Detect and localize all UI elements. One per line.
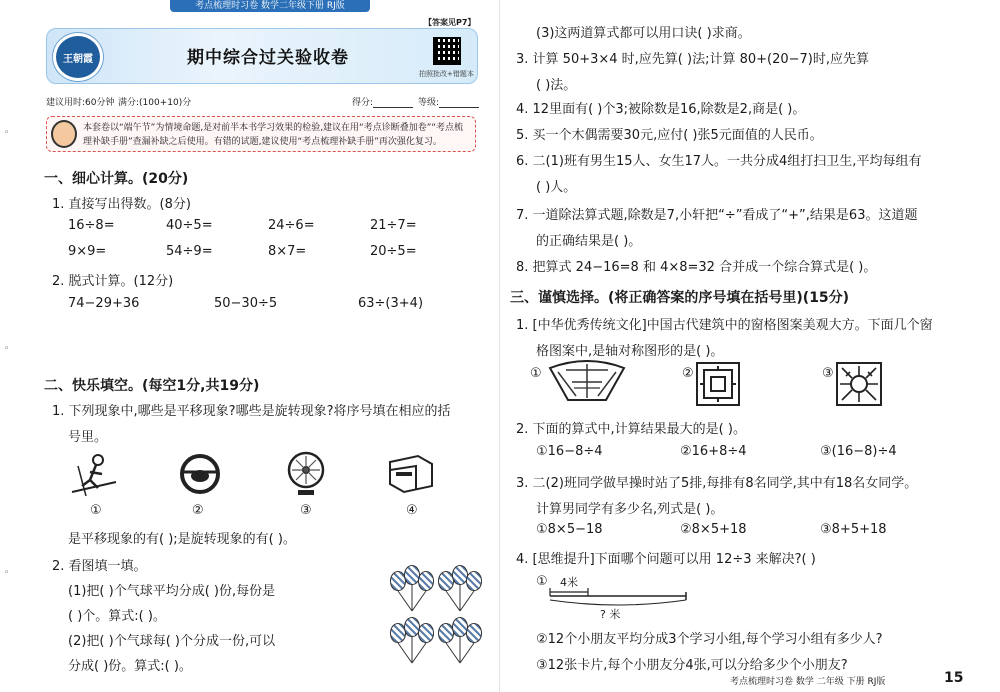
footer-text: 考点梳理时习卷 数学 二年级 下册 RJ版 xyxy=(730,677,886,687)
window-option-3-label[interactable]: ③ xyxy=(822,366,834,381)
choice-q4[interactable]: 4. [思维提升]下面哪个问题可以用 12÷3 来解决?( ) xyxy=(516,552,816,567)
fill-q4[interactable]: 4. 12里面有( )个3;被除数是16,除数是2,商是( )。 xyxy=(516,102,806,117)
s2-question-1-cont: 号里。 xyxy=(68,430,108,445)
right-page xyxy=(500,0,1000,692)
translation-rotation-answer[interactable]: 是平移现象的有( );是旋转现象的有( )。 xyxy=(68,532,296,547)
stepwise-calc-item[interactable]: 63÷(3+4) xyxy=(358,296,424,311)
calc-item[interactable]: 8×7= xyxy=(268,244,307,259)
fill-q7[interactable]: 7. 一道除法算式题,除数是7,小轩把“÷”看成了“+”,结果是63。这道题 xyxy=(516,208,918,223)
option-4-label: ④ xyxy=(406,503,418,518)
gutter-mark-icon: ◦ xyxy=(4,344,10,354)
s2-question-1: 1. 下列现象中,哪些是平移现象?哪些是旋转现象?将序号填在相应的括 xyxy=(52,404,451,419)
window-lattice-icon xyxy=(836,362,882,406)
notice-text: 本套卷以“端午节”为情境命题,是对前半本书学习效果的检验,建议在用“考点诊断叠加卷”“考点梳理补缺手册”查漏补缺之后使用。有错的试题,建议使用“考点梳理补缺手册”再次强化复习。 xyxy=(83,123,464,147)
choice-q1-cont[interactable]: 格图案中,是轴对称图形的是( )。 xyxy=(536,344,724,359)
option-1-label: ① xyxy=(90,503,102,518)
calc-item[interactable]: 24÷6= xyxy=(268,218,315,233)
choice-q3-option-3[interactable]: ③8+5+18 xyxy=(820,522,887,537)
fill-q2-3[interactable]: (3)这两道算式都可以用口诀( )求商。 xyxy=(536,26,751,41)
level-field[interactable] xyxy=(418,95,479,108)
calc-item[interactable]: 9×9= xyxy=(68,244,107,259)
top-series-label: 考点梳理时习卷 数学二年级下册 RJ版 xyxy=(170,0,370,12)
option-3-label: ③ xyxy=(300,503,312,518)
choice-q4-option-3[interactable]: ③12张卡片,每个小朋友分4张,可以分给多少个小朋友? xyxy=(536,658,848,673)
section-3-title: 三、谨慎选择。(将正确答案的序号填在括号里)(15分) xyxy=(510,290,850,306)
fill-q5[interactable]: 5. 买一个木偶需要30元,应付( )张5元面值的人民币。 xyxy=(516,128,823,143)
steering-wheel-icon xyxy=(178,452,222,496)
level-label: 等级: xyxy=(418,98,440,108)
segment-top-label: 4米 xyxy=(560,576,578,589)
score-field[interactable] xyxy=(352,95,413,108)
choice-q3: 3. 二(2)班同学做早操时站了5排,每排有8名同学,其中有18名女同学。 xyxy=(516,476,918,491)
calc-item[interactable]: 21÷7= xyxy=(370,218,417,233)
notice-box xyxy=(46,116,476,152)
choice-q4-option-1-label[interactable]: ① xyxy=(536,574,548,589)
student-avatar-icon xyxy=(51,120,77,148)
fill-q7-cont[interactable]: 的正确结果是( )。 xyxy=(536,234,642,249)
window-option-1-label[interactable]: ① xyxy=(530,366,542,381)
window-option-2-label[interactable]: ② xyxy=(682,366,694,381)
suggested-time: 建议用时:60分钟 xyxy=(46,98,115,108)
choice-q1: 1. [中华优秀传统文化]中国古代建筑中的窗格图案美观大方。下面几个窗 xyxy=(516,318,933,333)
logo-text: 王朝霞 xyxy=(63,53,93,65)
gutter-mark-icon: ◦ xyxy=(4,128,10,138)
answer-reference: 【答案见P7】 xyxy=(424,18,476,27)
balloon-question-2b[interactable]: 分成( )份。算式:( )。 xyxy=(68,659,192,674)
window-fan-icon xyxy=(546,360,628,404)
choice-q2-option-1[interactable]: ①16−8÷4 xyxy=(536,444,603,459)
score-label: 得分: xyxy=(352,98,374,108)
choice-q2[interactable]: 2. 下面的算式中,计算结果最大的是( )。 xyxy=(516,422,746,437)
fan-icon xyxy=(284,450,328,498)
choice-q4-option-2[interactable]: ②12个小朋友平均分成3个学习小组,每个学习小组有多少人? xyxy=(536,632,883,647)
calc-item[interactable]: 20÷5= xyxy=(370,244,417,259)
balloon-question-1a[interactable]: (1)把( )个气球平均分成( )份,每份是 xyxy=(68,584,276,599)
option-2-label: ② xyxy=(192,503,204,518)
publisher-logo xyxy=(53,33,103,81)
title-banner xyxy=(46,28,478,84)
s1-question-2: 2. 脱式计算。(12分) xyxy=(52,274,174,289)
full-score: 满分:(100+10)分 xyxy=(118,98,192,108)
balloons-picture xyxy=(388,565,484,675)
balloon-strings xyxy=(388,565,484,675)
calc-item[interactable]: 54÷9= xyxy=(166,244,213,259)
stepwise-calc-item[interactable]: 74−29+36 xyxy=(68,296,140,311)
qr-caption: 拍照批改+错题本 xyxy=(419,70,474,78)
choice-q2-option-2[interactable]: ②16+8÷4 xyxy=(680,444,747,459)
fill-q3[interactable]: 3. 计算 50+3×4 时,应先算( )法;计算 80+(20−7)时,应先算 xyxy=(516,52,870,67)
section-2-title: 二、快乐填空。(每空1分,共19分) xyxy=(44,378,260,394)
fill-q8[interactable]: 8. 把算式 24−16=8 和 4×8=32 合并成一个综合算式是( )。 xyxy=(516,260,877,275)
fill-q6[interactable]: 6. 二(1)班有男生15人、女生17人。一共分成4组打扫卫生,平均每组有 xyxy=(516,154,922,169)
page-number: 15 xyxy=(944,670,964,686)
balloon-question-2a[interactable]: (2)把( )个气球每( )个分成一份,可以 xyxy=(68,634,276,649)
s1-question-1: 1. 直接写出得数。(8分) xyxy=(52,197,191,212)
balloon-question-1b[interactable]: ( )个。算式:( )。 xyxy=(68,609,166,624)
choice-q3-option-1[interactable]: ①8×5−18 xyxy=(536,522,603,537)
stepwise-calc-item[interactable]: 50−30÷5 xyxy=(214,296,278,311)
section-1-title: 一、细心计算。(20分) xyxy=(44,171,189,187)
choice-q3-option-2[interactable]: ②8×5+18 xyxy=(680,522,747,537)
fill-q3-cont[interactable]: ( )法。 xyxy=(536,78,577,93)
binding-gutter xyxy=(0,108,20,688)
segment-bottom-label: ? 米 xyxy=(600,608,621,621)
skier-icon xyxy=(68,452,120,498)
gutter-mark-icon: ◦ xyxy=(4,568,10,578)
calc-item[interactable]: 40÷5= xyxy=(166,218,213,233)
choice-q3-cont[interactable]: 计算男同学有多少名,列式是( )。 xyxy=(536,502,724,517)
qr-code-icon[interactable] xyxy=(433,37,461,65)
page-title: 期中综合过关验收卷 xyxy=(187,48,349,68)
window-frame-icon xyxy=(696,362,740,406)
choice-q2-option-3[interactable]: ③(16−8)÷4 xyxy=(820,444,897,459)
drawer-icon xyxy=(386,452,436,496)
s2-question-2: 2. 看图填一填。 xyxy=(52,559,147,574)
calc-item[interactable]: 16÷8= xyxy=(68,218,115,233)
fill-q6-cont[interactable]: ( )人。 xyxy=(536,180,577,195)
